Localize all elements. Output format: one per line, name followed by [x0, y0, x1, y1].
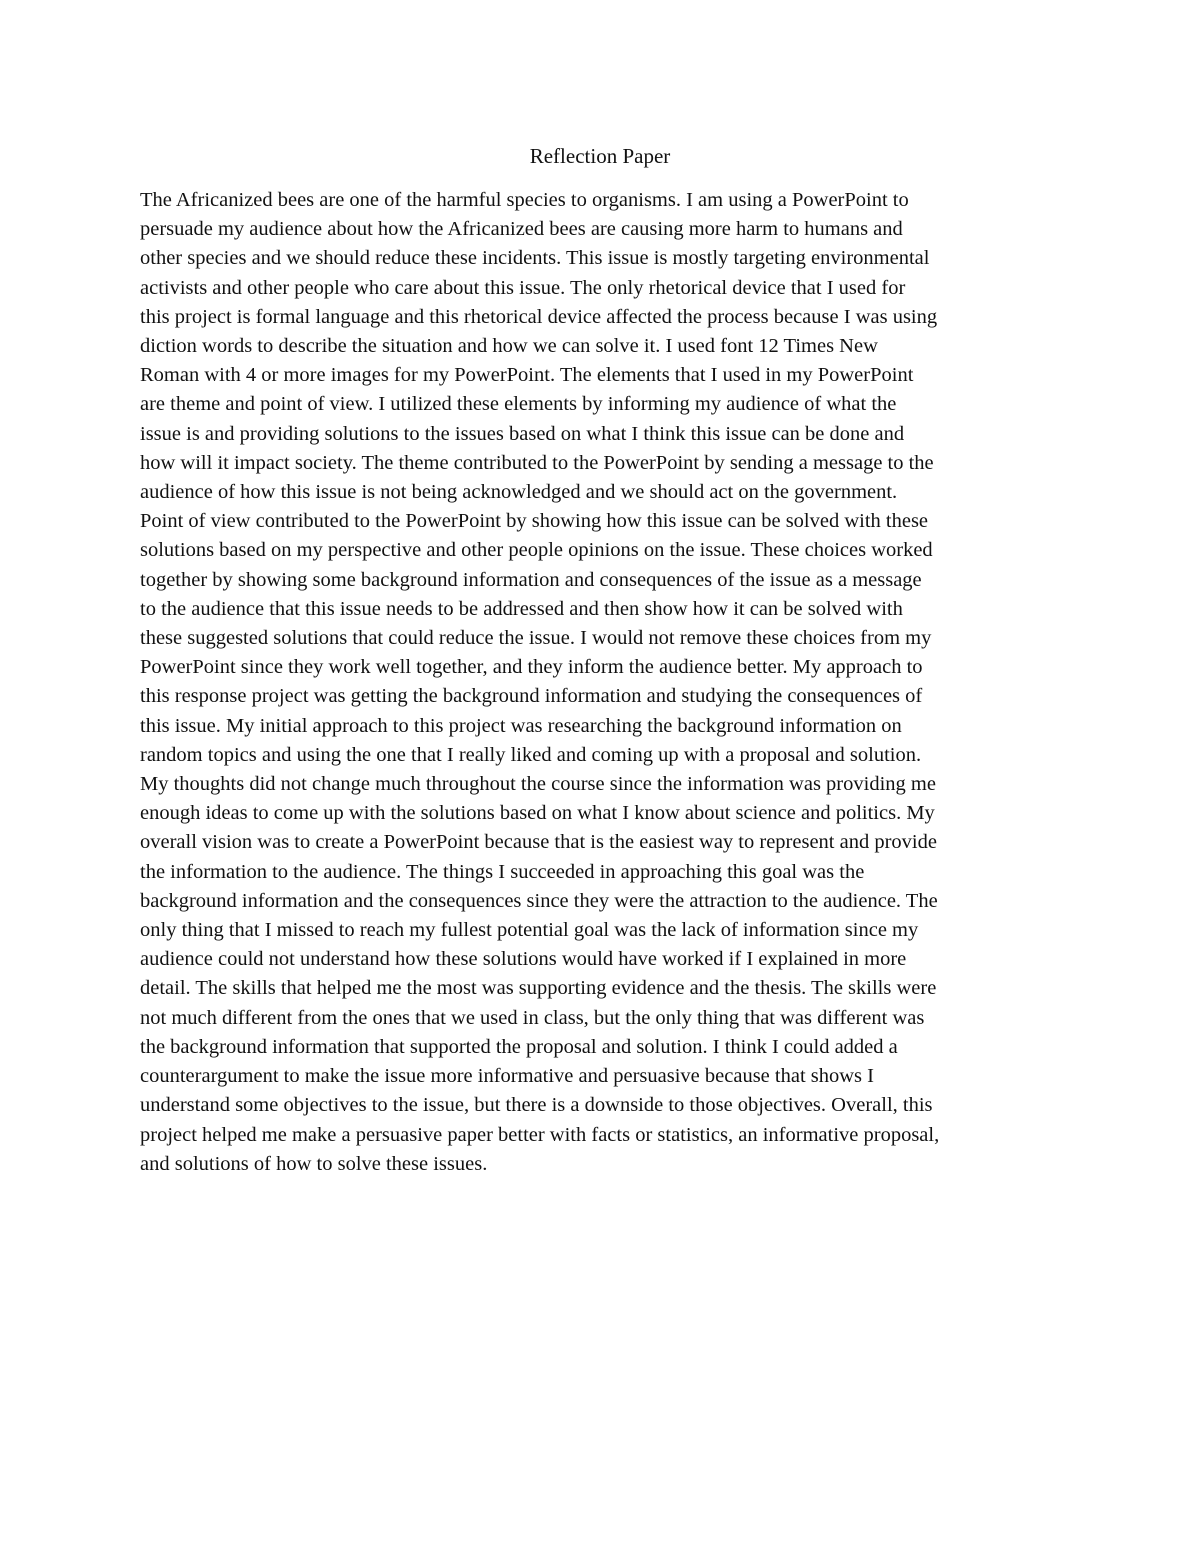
text-line: this issue. My initial approach to this project was researching the background information on [140, 714, 902, 737]
text-line: overall vision was to create a PowerPoint because that is the easiest way to represent and provide [140, 831, 937, 854]
text-line: how will it impact society. The theme contributed to the PowerPoint by sending a message to the [140, 451, 934, 474]
text-line: audience of how this issue is not being acknowledged and we should act on the government. [140, 481, 898, 504]
text-line: background information and the consequences since they were the attraction to the audience. The [140, 889, 938, 912]
text-line: enough ideas to come up with the solutions based on what I know about science and politics. My [140, 802, 935, 825]
text-line: not much different from the ones that we used in class, but the only thing that was different was [140, 1006, 925, 1029]
text-line: this response project was getting the background information and studying the consequences of [140, 685, 923, 708]
text-line: persuade my audience about how the Africanized bees are causing more harm to humans and [140, 218, 903, 241]
text-line: understand some objectives to the issue, but there is a downside to those objectives. Overall, this [140, 1094, 933, 1117]
text-line: detail. The skills that helped me the most was supporting evidence and the thesis. The skills were [140, 977, 937, 1000]
text-line: are theme and point of view. I utilized these elements by informing my audience of what the [140, 393, 897, 416]
text-line: project helped me make a persuasive paper better with facts or statistics, an informative proposal, [140, 1123, 940, 1146]
text-line: My thoughts did not change much throughout the course since the information was providing me [140, 773, 936, 796]
text-line: audience could not understand how these solutions would have worked if I explained in more [140, 948, 907, 971]
text-line: The Africanized bees are one of the harmful species to organisms. I am using a PowerPoint to [140, 189, 909, 211]
text-line: together by showing some background information and consequences of the issue as a message [140, 568, 922, 591]
text-line: the information to the audience. The things I succeeded in approaching this goal was the [140, 860, 865, 883]
body-paragraph [140, 186, 1080, 1179]
text-line: issue is and providing solutions to the issues based on what I think this issue can be done and [140, 422, 905, 445]
text-line: Roman with 4 or more images for my PowerPoint. The elements that I used in my PowerPoint [140, 364, 914, 387]
text-line: these suggested solutions that could reduce the issue. I would not remove these choices from my [140, 627, 932, 650]
text-line: counterargument to make the issue more informative and persuasive because that shows I [140, 1065, 874, 1088]
text-line: to the audience that this issue needs to be addressed and then show how it can be solved with [140, 597, 903, 620]
text-line: random topics and using the one that I really liked and coming up with a proposal and solution. [140, 743, 922, 766]
text-line: the background information that supported the proposal and solution. I think I could added a [140, 1035, 898, 1058]
text-line: Point of view contributed to the PowerPoint by showing how this issue can be solved with these [140, 510, 929, 533]
text-line: PowerPoint since they work well together, and they inform the audience better. My approach to [140, 656, 923, 679]
text-line: activists and other people who care about this issue. The only rhetorical device that I used for [140, 276, 906, 299]
text-line: and solutions of how to solve these issues. [140, 1152, 488, 1175]
page-title: Reflection Paper [529, 144, 671, 168]
text-line: diction words to describe the situation and how we can solve it. I used font 12 Times New [140, 335, 878, 358]
text-line: other species and we should reduce these incidents. This issue is mostly targeting environmental [140, 247, 930, 270]
text-line: this project is formal language and this rhetorical device affected the process because I was using [140, 305, 938, 328]
text-line: only thing that I missed to reach my fullest potential goal was the lack of information since my [140, 919, 919, 942]
text-line: solutions based on my perspective and other people opinions on the issue. These choices worked [140, 539, 933, 562]
